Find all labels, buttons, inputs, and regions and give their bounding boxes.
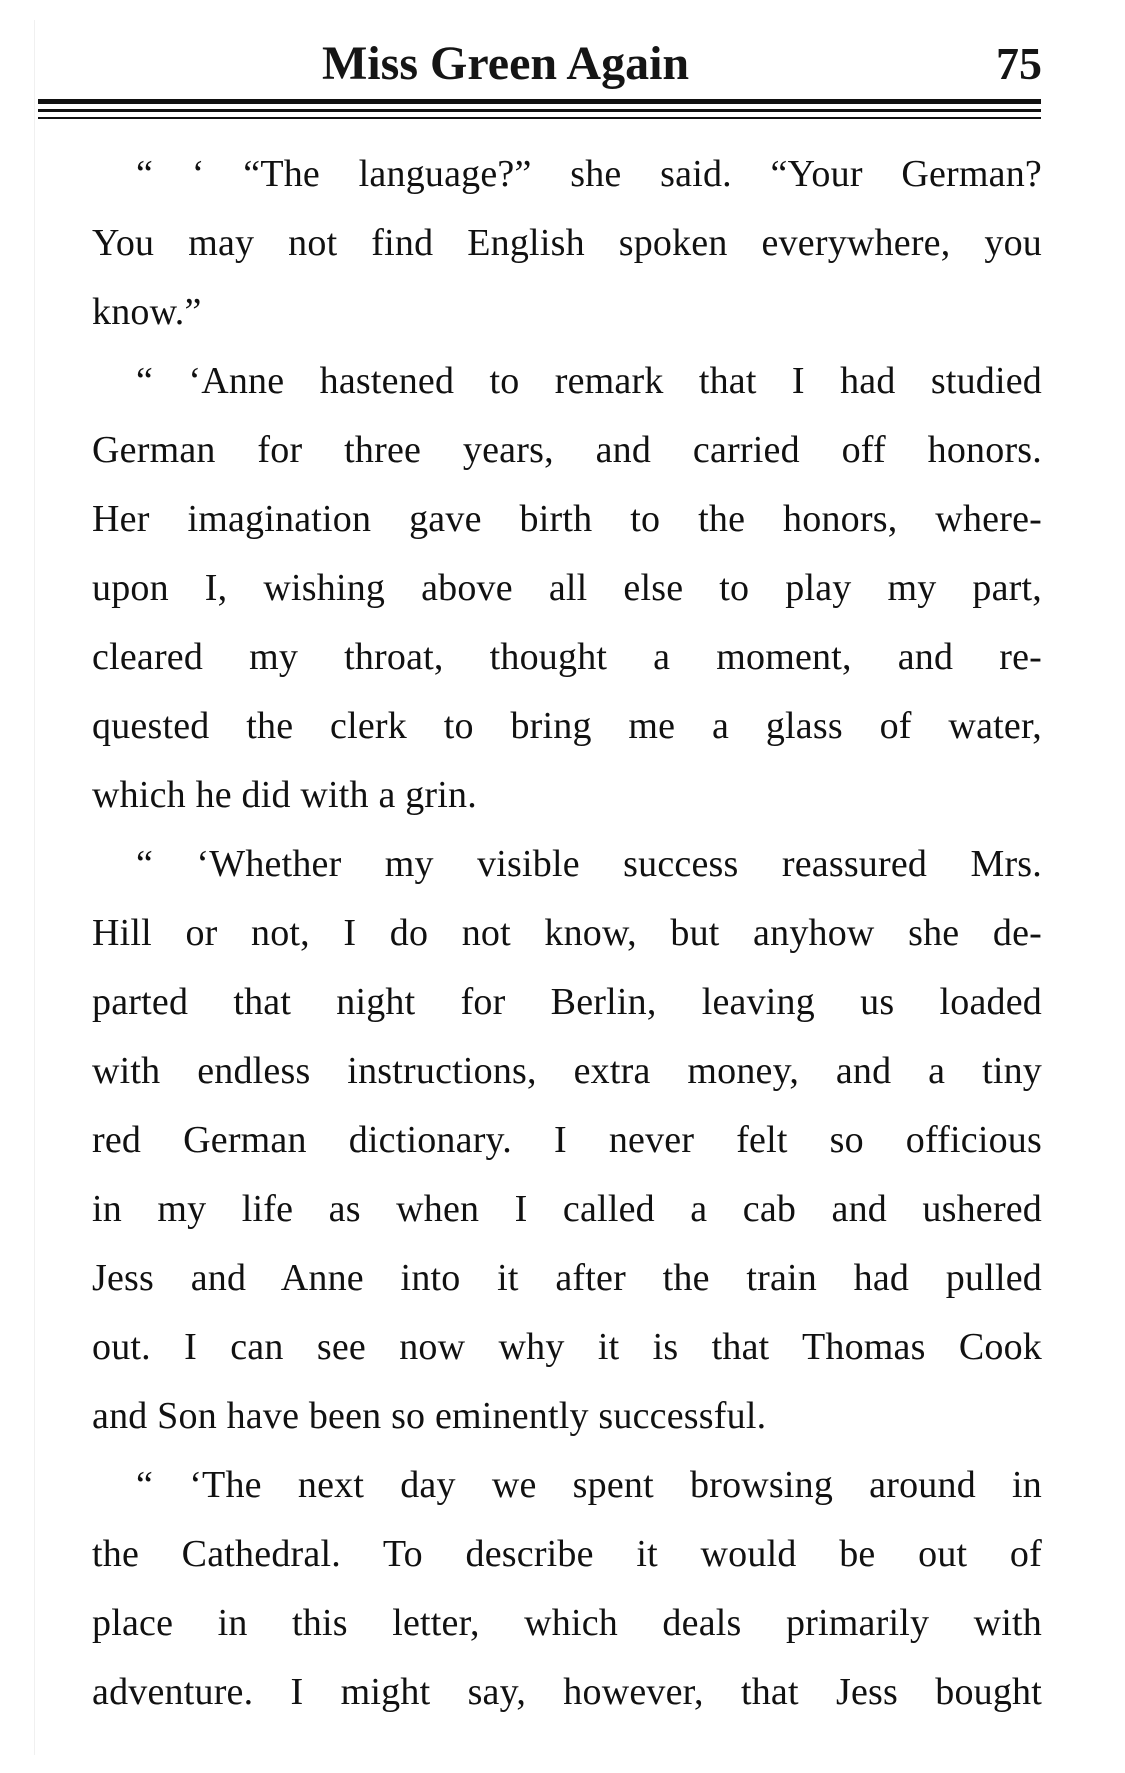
text-line: “ ‘Anne hastened to remark that I had studied	[136, 360, 1042, 402]
text-line: Jess and Anne into it after the train had pulled	[92, 1257, 1042, 1299]
running-header	[92, 28, 1042, 100]
header-rule-middle	[38, 109, 1041, 112]
text-line: place in this letter, which deals primarily with	[92, 1602, 1042, 1644]
text-line: “ ‘ “The language?” she said. “Your German?	[136, 153, 1042, 195]
text-line: Hill or not, I do not know, but anyhow she de-	[92, 912, 1042, 954]
text-line: “ ‘Whether my visible success reassured Mrs.	[136, 843, 1042, 885]
text-line: parted that night for Berlin, leaving us loaded	[92, 981, 1042, 1023]
text-line: Her imagination gave birth to the honors, where-	[92, 498, 1042, 540]
text-line: and Son have been so eminently successful.	[92, 1395, 767, 1437]
header-rule-thick	[38, 99, 1041, 104]
chapter-running-title: Miss Green Again	[322, 37, 690, 90]
text-line: out. I can see now why it is that Thomas Cook	[92, 1326, 1042, 1368]
text-line: the Cathedral. To describe it would be out of	[92, 1533, 1042, 1575]
page-edge-shadow	[34, 20, 35, 1755]
text-line: cleared my throat, thought a moment, and re-	[92, 636, 1042, 678]
text-line: quested the clerk to bring me a glass of water,	[92, 705, 1042, 747]
text-line: with endless instructions, extra money, and a tiny	[92, 1050, 1042, 1092]
text-line: You may not find English spoken everywhere, you	[92, 222, 1042, 264]
text-line: German for three years, and carried off honors.	[92, 429, 1042, 471]
body-text	[92, 140, 1042, 1727]
text-line: in my life as when I called a cab and ushered	[92, 1188, 1042, 1230]
text-line: red German dictionary. I never felt so officious	[92, 1119, 1042, 1161]
text-line: which he did with a grin.	[92, 774, 477, 816]
text-line: know.”	[92, 291, 202, 333]
text-line: “ ‘The next day we spent browsing around in	[136, 1464, 1042, 1506]
text-line: adventure. I might say, however, that Jess bought	[92, 1671, 1042, 1713]
text-line: upon I, wishing above all else to play my part,	[92, 567, 1042, 609]
header-rule-thin	[38, 117, 1041, 119]
page-number: 75	[996, 38, 1042, 89]
